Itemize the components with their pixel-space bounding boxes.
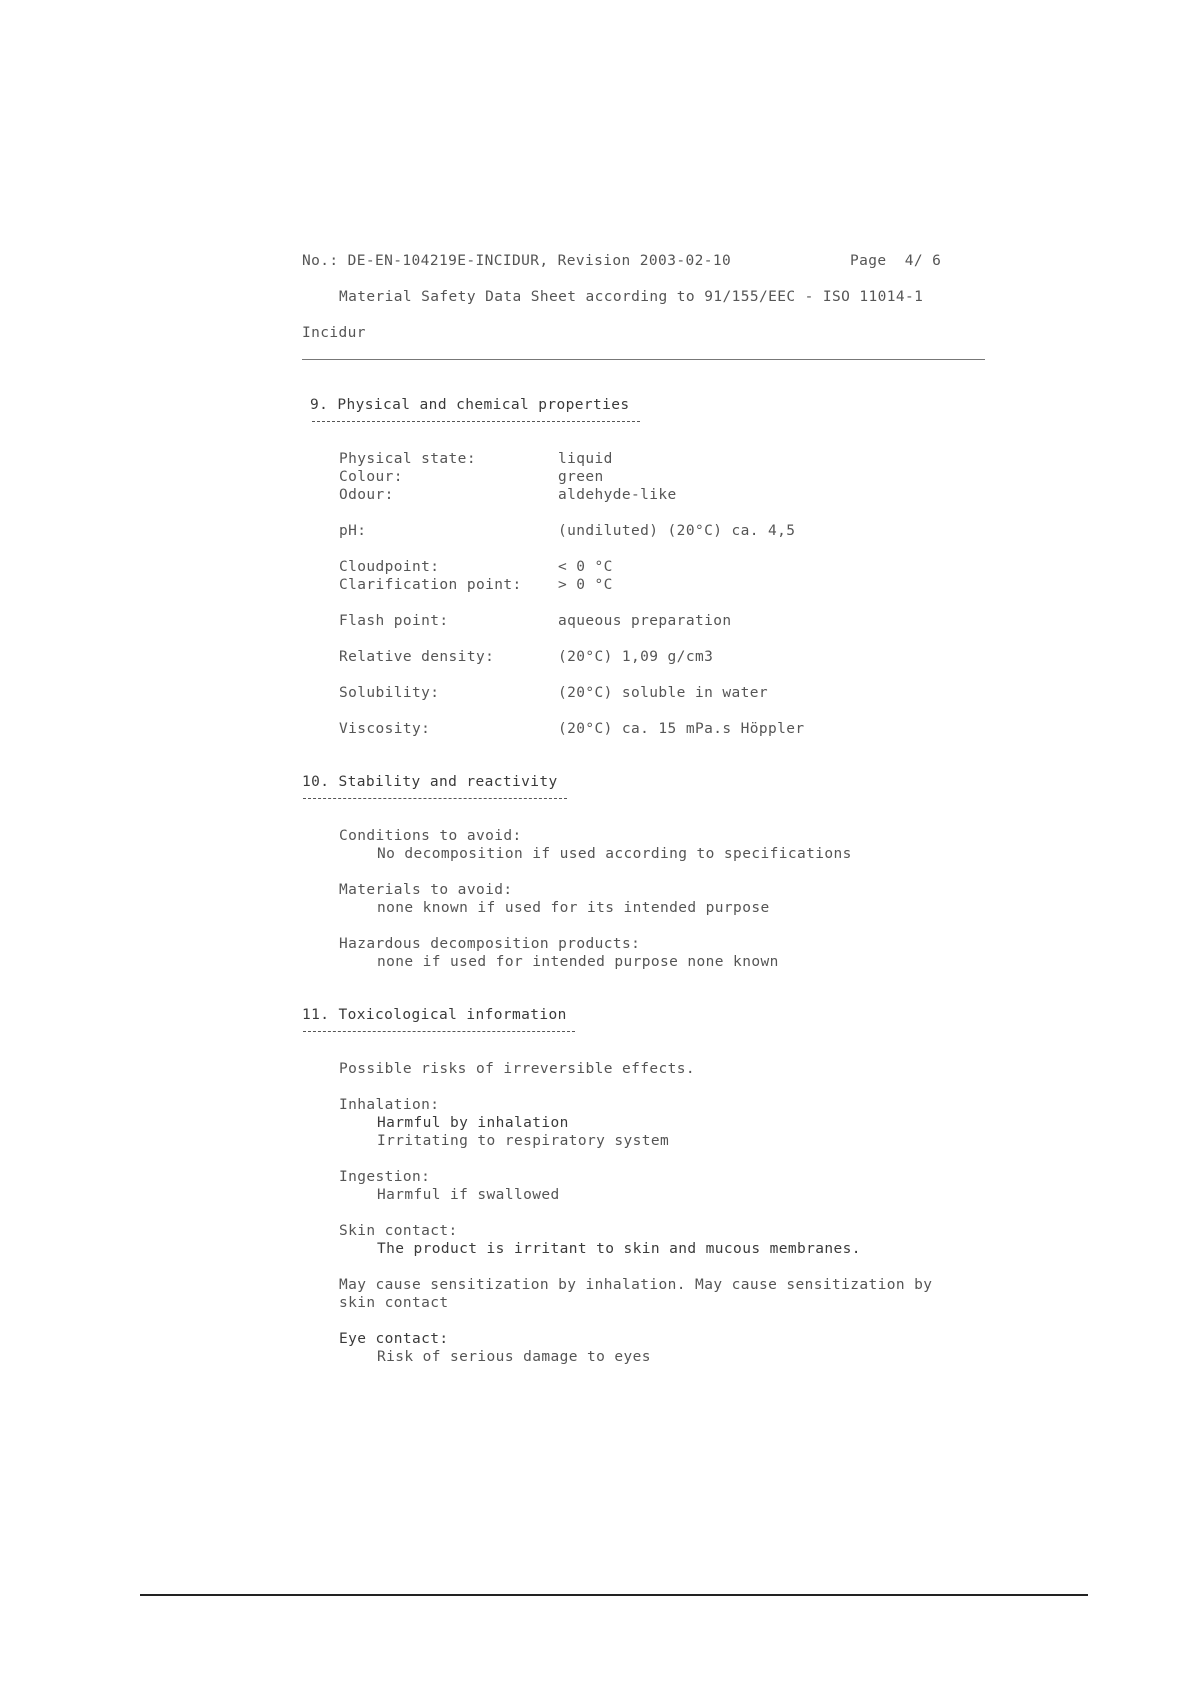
viscosity-label: Viscosity: bbox=[339, 721, 431, 737]
section-11-underline bbox=[303, 1031, 575, 1032]
colour-value: green bbox=[558, 469, 604, 485]
page-number: Page 4/ 6 bbox=[850, 253, 942, 269]
document-subtitle: Material Safety Data Sheet according to 91/155/EEC - ISO 11014-1 bbox=[339, 289, 924, 305]
cloudpoint-value: < 0 °C bbox=[558, 559, 613, 575]
physical-state-value: liquid bbox=[558, 451, 613, 467]
cloudpoint-label: Cloudpoint: bbox=[339, 559, 440, 575]
ingestion-value: Harmful if swallowed bbox=[377, 1187, 560, 1203]
inhalation-irritating: Irritating to respiratory system bbox=[377, 1133, 670, 1149]
inhalation-harmful: Harmful by inhalation bbox=[377, 1115, 569, 1131]
odour-value: aldehyde-like bbox=[558, 487, 677, 503]
footer-divider bbox=[140, 1594, 1088, 1596]
header-divider bbox=[302, 359, 985, 360]
relative-density-value: (20°C) 1,09 g/cm3 bbox=[558, 649, 714, 665]
inhalation-label: Inhalation: bbox=[339, 1097, 440, 1113]
skin-contact-value: The product is irritant to skin and mucous membranes. bbox=[377, 1241, 861, 1257]
relative-density-label: Relative density: bbox=[339, 649, 495, 665]
materials-to-avoid-label: Materials to avoid: bbox=[339, 882, 513, 898]
colour-label: Colour: bbox=[339, 469, 403, 485]
materials-to-avoid-value: none known if used for its intended purpose bbox=[377, 900, 770, 916]
eye-contact-value: Risk of serious damage to eyes bbox=[377, 1349, 651, 1365]
section-10-title: 10. Stability and reactivity bbox=[302, 774, 558, 790]
ph-label: pH: bbox=[339, 523, 367, 539]
sensitization-line-1: May cause sensitization by inhalation. May cause sensitization by bbox=[339, 1277, 933, 1293]
document-number: No.: DE-EN-104219E-INCIDUR, Revision 2003-02-10 bbox=[302, 253, 732, 269]
flash-point-value: aqueous preparation bbox=[558, 613, 732, 629]
hazardous-decomposition-value: none if used for intended purpose none known bbox=[377, 954, 779, 970]
skin-contact-label: Skin contact: bbox=[339, 1223, 458, 1239]
conditions-to-avoid-label: Conditions to avoid: bbox=[339, 828, 522, 844]
viscosity-value: (20°C) ca. 15 mPa.s Höppler bbox=[558, 721, 805, 737]
solubility-value: (20°C) soluble in water bbox=[558, 685, 768, 701]
section-9-title: 9. Physical and chemical properties bbox=[310, 397, 630, 413]
conditions-to-avoid-value: No decomposition if used according to specifications bbox=[377, 846, 852, 862]
irreversible-effects-text: Possible risks of irreversible effects. bbox=[339, 1061, 696, 1077]
solubility-label: Solubility: bbox=[339, 685, 440, 701]
ph-value: (undiluted) (20°C) ca. 4,5 bbox=[558, 523, 796, 539]
flash-point-label: Flash point: bbox=[339, 613, 449, 629]
clarification-point-value: > 0 °C bbox=[558, 577, 613, 593]
hazardous-decomposition-label: Hazardous decomposition products: bbox=[339, 936, 641, 952]
section-10-underline bbox=[303, 798, 567, 799]
ingestion-label: Ingestion: bbox=[339, 1169, 431, 1185]
physical-state-label: Physical state: bbox=[339, 451, 476, 467]
product-name: Incidur bbox=[302, 325, 366, 341]
section-11-title: 11. Toxicological information bbox=[302, 1007, 567, 1023]
sensitization-line-2: skin contact bbox=[339, 1295, 449, 1311]
eye-contact-label: Eye contact: bbox=[339, 1331, 449, 1347]
section-9-underline bbox=[312, 421, 640, 422]
odour-label: Odour: bbox=[339, 487, 394, 503]
clarification-point-label: Clarification point: bbox=[339, 577, 522, 593]
